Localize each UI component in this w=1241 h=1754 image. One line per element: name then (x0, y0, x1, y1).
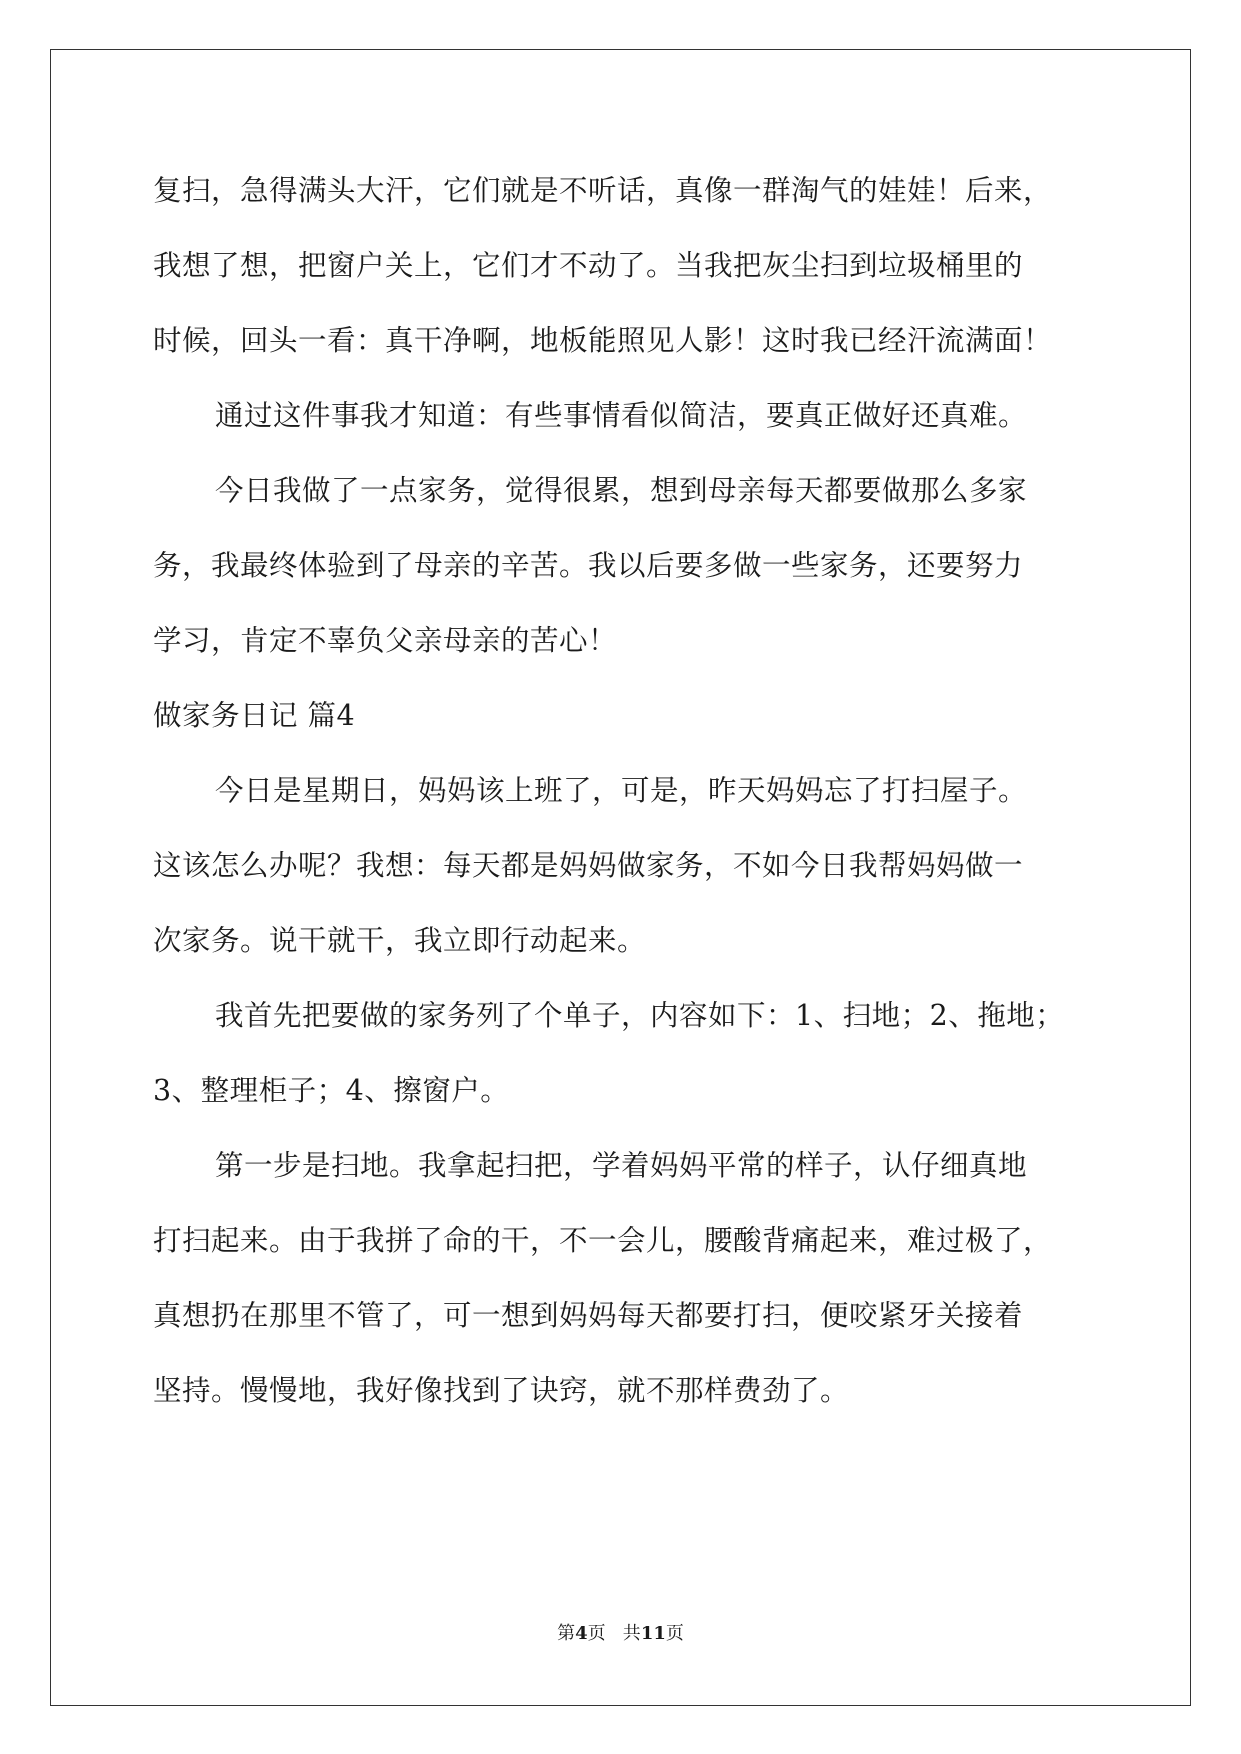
text-line: 今日是星期日，妈妈该上班了，可是，昨天妈妈忘了打扫屋子。 (215, 774, 1028, 807)
page-footer (0, 1622, 1241, 1646)
text-line: 今日我做了一点家务，觉得很累，想到母亲每天都要做那么多家 (215, 474, 1028, 507)
text-line: 第一步是扫地。我拿起扫把，学着妈妈平常的样子，认仔细真地 (215, 1149, 1028, 1182)
text-line: 时候，回头一看：真干净啊，地板能照见人影！这时我已经汗流满面！ (153, 324, 1053, 357)
text-line: 通过这件事我才知道：有些事情看似简洁，要真正做好还真难。 (215, 399, 1028, 432)
text-line: 我首先把要做的家务列了个单子，内容如下：1、扫地；2、拖地； (215, 999, 1065, 1032)
text-line: 务，我最终体验到了母亲的辛苦。我以后要多做一些家务，还要努力 (153, 549, 1024, 582)
text-line: 次家务。说干就干，我立即行动起来。 (153, 924, 647, 957)
text-line: 打扫起来。由于我拼了命的干，不一会儿，腰酸背痛起来，难过极了， (153, 1224, 1053, 1257)
text-line: 真想扔在那里不管了，可一想到妈妈每天都要打扫，便咬紧牙关接着 (153, 1299, 1024, 1332)
text-line: 3、整理柜子；4、擦窗户。 (153, 1074, 510, 1107)
footer-page-prefix: 第 (557, 1623, 576, 1644)
text-line: 复扫，急得满头大汗，它们就是不听话，真像一群淘气的娃娃！后来， (153, 174, 1053, 207)
text-line: 我想了想，把窗户关上，它们才不动了。当我把灰尘扫到垃圾桶里的 (153, 249, 1024, 282)
text-line: 学习，肯定不辜负父亲母亲的苦心！ (153, 624, 618, 657)
text-line: 坚持。慢慢地，我好像找到了诀窍，就不那样费劲了。 (153, 1374, 850, 1407)
footer-page-number: 4 (575, 1623, 588, 1644)
text-line: 这该怎么办呢？我想：每天都是妈妈做家务，不如今日我帮妈妈做一 (153, 849, 1024, 882)
footer-total-pages: 11 (640, 1623, 666, 1644)
footer-page-suffix: 页 (665, 1623, 684, 1644)
footer-page-mid: 页 共 (587, 1623, 641, 1644)
section-heading: 做家务日记 篇4 (153, 699, 356, 732)
